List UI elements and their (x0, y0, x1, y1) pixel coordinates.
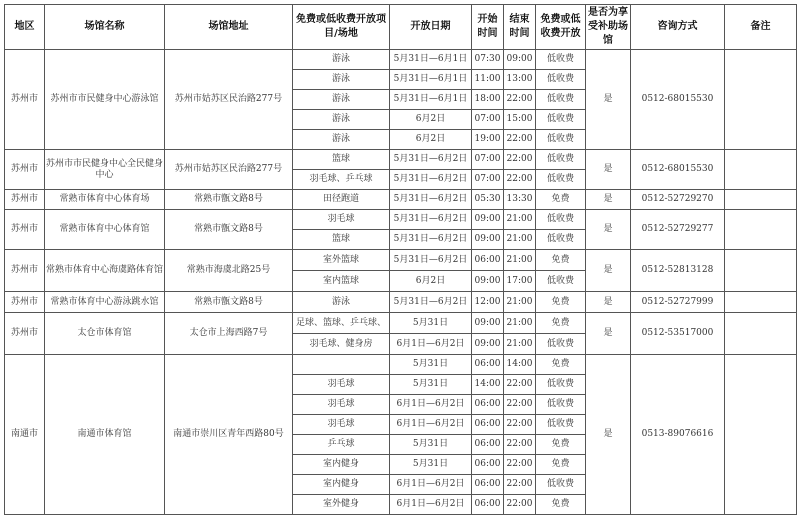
venue-name-cell: 南通市体育馆 (45, 355, 165, 515)
end-time-cell: 14:00 (504, 355, 536, 375)
date-cell: 5月31日—6月2日 (390, 150, 472, 170)
fee-type-cell: 免费 (536, 190, 586, 210)
subsidized-cell: 是 (586, 150, 631, 190)
project-cell: 田径跑道 (293, 190, 390, 210)
subsidized-cell: 是 (586, 292, 631, 313)
venue-name-cell: 太仓市体育馆 (45, 313, 165, 355)
region-cell: 苏州市 (5, 250, 45, 292)
date-cell: 5月31日—6月1日 (390, 90, 472, 110)
date-cell: 6月1日—6月2日 (390, 415, 472, 435)
region-cell: 苏州市 (5, 150, 45, 190)
table-row (5, 250, 797, 271)
subsidized-cell: 是 (586, 313, 631, 355)
venue-name-cell: 常熟市体育中心游泳跳水馆 (45, 292, 165, 313)
start-time-cell: 06:00 (472, 435, 504, 455)
date-cell: 5月31日 (390, 375, 472, 395)
header-contact: 咨询方式 (631, 5, 725, 50)
start-time-cell: 12:00 (472, 292, 504, 313)
contact-cell: 0513-89076616 (631, 355, 725, 515)
end-time-cell: 13:30 (504, 190, 536, 210)
end-time-cell: 22:00 (504, 415, 536, 435)
end-time-cell: 21:00 (504, 210, 536, 230)
project-cell: 羽毛球 (293, 415, 390, 435)
fee-type-cell: 低收费 (536, 90, 586, 110)
project-cell: 篮球 (293, 150, 390, 170)
region-cell: 苏州市 (5, 190, 45, 210)
contact-cell: 0512-53517000 (631, 313, 725, 355)
start-time-cell: 09:00 (472, 334, 504, 355)
start-time-cell: 06:00 (472, 415, 504, 435)
fee-type-cell: 低收费 (536, 375, 586, 395)
table-header-row (5, 5, 797, 50)
project-cell (293, 355, 390, 375)
project-cell: 室内健身 (293, 455, 390, 475)
fee-type-cell: 低收费 (536, 230, 586, 250)
end-time-cell: 22:00 (504, 435, 536, 455)
date-cell: 5月31日—6月2日 (390, 210, 472, 230)
start-time-cell: 09:00 (472, 230, 504, 250)
project-cell: 游泳 (293, 50, 390, 70)
start-time-cell: 07:30 (472, 50, 504, 70)
venue-name-cell: 常熟市体育中心体育场 (45, 190, 165, 210)
remarks-cell (725, 355, 797, 515)
fee-type-cell: 低收费 (536, 271, 586, 292)
region-cell: 苏州市 (5, 210, 45, 250)
subsidized-cell: 是 (586, 190, 631, 210)
date-cell: 6月2日 (390, 110, 472, 130)
project-cell: 室内健身 (293, 475, 390, 495)
contact-cell: 0512-68015530 (631, 50, 725, 150)
end-time-cell: 21:00 (504, 334, 536, 355)
header-end-time: 结束时间 (504, 5, 536, 50)
start-time-cell: 06:00 (472, 355, 504, 375)
header-region: 地区 (5, 5, 45, 50)
project-cell: 游泳 (293, 110, 390, 130)
fee-type-cell: 免费 (536, 313, 586, 334)
region-cell: 苏州市 (5, 292, 45, 313)
region-cell: 南通市 (5, 355, 45, 515)
fee-type-cell: 低收费 (536, 170, 586, 190)
subsidized-cell: 是 (586, 250, 631, 292)
remarks-cell (725, 292, 797, 313)
subsidized-cell: 是 (586, 355, 631, 515)
fee-type-cell: 低收费 (536, 130, 586, 150)
date-cell: 5月31日—6月2日 (390, 170, 472, 190)
subsidized-cell: 是 (586, 210, 631, 250)
header-project: 免费或低收费开放项目/场地 (293, 5, 390, 50)
project-cell: 乒乓球 (293, 435, 390, 455)
venue-address-cell: 常熟市海虞北路25号 (165, 250, 293, 292)
date-cell: 6月1日—6月2日 (390, 495, 472, 515)
fee-type-cell: 低收费 (536, 70, 586, 90)
project-cell: 游泳 (293, 292, 390, 313)
table-row (5, 190, 797, 210)
table-row (5, 150, 797, 170)
end-time-cell: 21:00 (504, 250, 536, 271)
date-cell: 5月31日 (390, 355, 472, 375)
remarks-cell (725, 50, 797, 150)
end-time-cell: 22:00 (504, 170, 536, 190)
end-time-cell: 22:00 (504, 475, 536, 495)
end-time-cell: 22:00 (504, 375, 536, 395)
venue-address-cell: 苏州市姑苏区民治路277号 (165, 150, 293, 190)
table-row (5, 355, 797, 375)
date-cell: 5月31日 (390, 435, 472, 455)
header-fee-type: 免费或低收费开放 (536, 5, 586, 50)
venue-address-cell: 常熟市甑文路8号 (165, 210, 293, 250)
header-venue-name: 场馆名称 (45, 5, 165, 50)
start-time-cell: 07:00 (472, 150, 504, 170)
date-cell: 5月31日—6月1日 (390, 50, 472, 70)
date-cell: 5月31日—6月2日 (390, 190, 472, 210)
start-time-cell: 14:00 (472, 375, 504, 395)
start-time-cell: 07:00 (472, 110, 504, 130)
date-cell: 6月2日 (390, 130, 472, 150)
project-cell: 游泳 (293, 70, 390, 90)
venue-name-cell: 常熟市体育中心体育馆 (45, 210, 165, 250)
fee-type-cell: 低收费 (536, 110, 586, 130)
venue-name-cell: 苏州市市民健身中心全民健身中心 (45, 150, 165, 190)
end-time-cell: 22:00 (504, 395, 536, 415)
venue-name-cell: 苏州市市民健身中心游泳馆 (45, 50, 165, 150)
fee-type-cell: 低收费 (536, 395, 586, 415)
fee-type-cell: 低收费 (536, 334, 586, 355)
contact-cell: 0512-52727999 (631, 292, 725, 313)
venue-address-cell: 常熟市甑文路8号 (165, 190, 293, 210)
fee-type-cell: 低收费 (536, 475, 586, 495)
fee-type-cell: 免费 (536, 292, 586, 313)
start-time-cell: 06:00 (472, 395, 504, 415)
header-venue-address: 场馆地址 (165, 5, 293, 50)
project-cell: 羽毛球 (293, 375, 390, 395)
end-time-cell: 22:00 (504, 495, 536, 515)
remarks-cell (725, 250, 797, 292)
start-time-cell: 06:00 (472, 495, 504, 515)
project-cell: 羽毛球、健身房 (293, 334, 390, 355)
region-cell: 苏州市 (5, 50, 45, 150)
date-cell: 5月31日—6月2日 (390, 292, 472, 313)
start-time-cell: 06:00 (472, 455, 504, 475)
end-time-cell: 21:00 (504, 292, 536, 313)
start-time-cell: 09:00 (472, 210, 504, 230)
venue-name-cell: 常熟市体育中心海虞路体育馆 (45, 250, 165, 292)
fee-type-cell: 低收费 (536, 50, 586, 70)
remarks-cell (725, 210, 797, 250)
start-time-cell: 09:00 (472, 271, 504, 292)
date-cell: 6月1日—6月2日 (390, 334, 472, 355)
remarks-cell (725, 190, 797, 210)
contact-cell: 0512-68015530 (631, 150, 725, 190)
end-time-cell: 21:00 (504, 230, 536, 250)
date-cell: 5月31日 (390, 455, 472, 475)
venue-address-cell: 苏州市姑苏区民治路277号 (165, 50, 293, 150)
date-cell: 5月31日 (390, 313, 472, 334)
start-time-cell: 19:00 (472, 130, 504, 150)
start-time-cell: 09:00 (472, 313, 504, 334)
project-cell: 室外健身 (293, 495, 390, 515)
end-time-cell: 22:00 (504, 130, 536, 150)
date-cell: 6月2日 (390, 271, 472, 292)
end-time-cell: 13:00 (504, 70, 536, 90)
table-row (5, 50, 797, 70)
contact-cell: 0512-52729270 (631, 190, 725, 210)
end-time-cell: 22:00 (504, 455, 536, 475)
project-cell: 室内篮球 (293, 271, 390, 292)
table-row (5, 210, 797, 230)
table-row (5, 292, 797, 313)
venue-schedule-document (4, 4, 796, 515)
header-start-time: 开始时间 (472, 5, 504, 50)
start-time-cell: 18:00 (472, 90, 504, 110)
fee-type-cell: 低收费 (536, 415, 586, 435)
project-cell: 游泳 (293, 130, 390, 150)
contact-cell: 0512-52813128 (631, 250, 725, 292)
end-time-cell: 22:00 (504, 150, 536, 170)
start-time-cell: 05:30 (472, 190, 504, 210)
fee-type-cell: 低收费 (536, 150, 586, 170)
date-cell: 6月1日—6月2日 (390, 395, 472, 415)
end-time-cell: 15:00 (504, 110, 536, 130)
end-time-cell: 21:00 (504, 313, 536, 334)
project-cell: 羽毛球、乒乓球 (293, 170, 390, 190)
remarks-cell (725, 150, 797, 190)
project-cell: 游泳 (293, 90, 390, 110)
venue-schedule-table (4, 4, 797, 515)
header-open-date: 开放日期 (390, 5, 472, 50)
project-cell: 足球、篮球、乒乓球、 (293, 313, 390, 334)
project-cell: 室外篮球 (293, 250, 390, 271)
project-cell: 羽毛球 (293, 395, 390, 415)
start-time-cell: 11:00 (472, 70, 504, 90)
table-body (5, 50, 797, 515)
end-time-cell: 22:00 (504, 90, 536, 110)
project-cell: 羽毛球 (293, 210, 390, 230)
fee-type-cell: 免费 (536, 495, 586, 515)
region-cell: 苏州市 (5, 313, 45, 355)
venue-address-cell: 南通市崇川区青年西路80号 (165, 355, 293, 515)
header-subsidized: 是否为享受补助场馆 (586, 5, 631, 50)
project-cell: 篮球 (293, 230, 390, 250)
venue-address-cell: 常熟市甑文路8号 (165, 292, 293, 313)
start-time-cell: 07:00 (472, 170, 504, 190)
header-remarks: 备注 (725, 5, 797, 50)
fee-type-cell: 免费 (536, 355, 586, 375)
end-time-cell: 09:00 (504, 50, 536, 70)
start-time-cell: 06:00 (472, 250, 504, 271)
contact-cell: 0512-52729277 (631, 210, 725, 250)
venue-address-cell: 太仓市上海西路7号 (165, 313, 293, 355)
fee-type-cell: 免费 (536, 250, 586, 271)
date-cell: 6月1日—6月2日 (390, 475, 472, 495)
remarks-cell (725, 313, 797, 355)
date-cell: 5月31日—6月2日 (390, 230, 472, 250)
fee-type-cell: 免费 (536, 455, 586, 475)
table-row (5, 313, 797, 334)
fee-type-cell: 免费 (536, 435, 586, 455)
fee-type-cell: 低收费 (536, 210, 586, 230)
date-cell: 5月31日—6月2日 (390, 250, 472, 271)
start-time-cell: 06:00 (472, 475, 504, 495)
end-time-cell: 17:00 (504, 271, 536, 292)
date-cell: 5月31日—6月1日 (390, 70, 472, 90)
subsidized-cell: 是 (586, 50, 631, 150)
